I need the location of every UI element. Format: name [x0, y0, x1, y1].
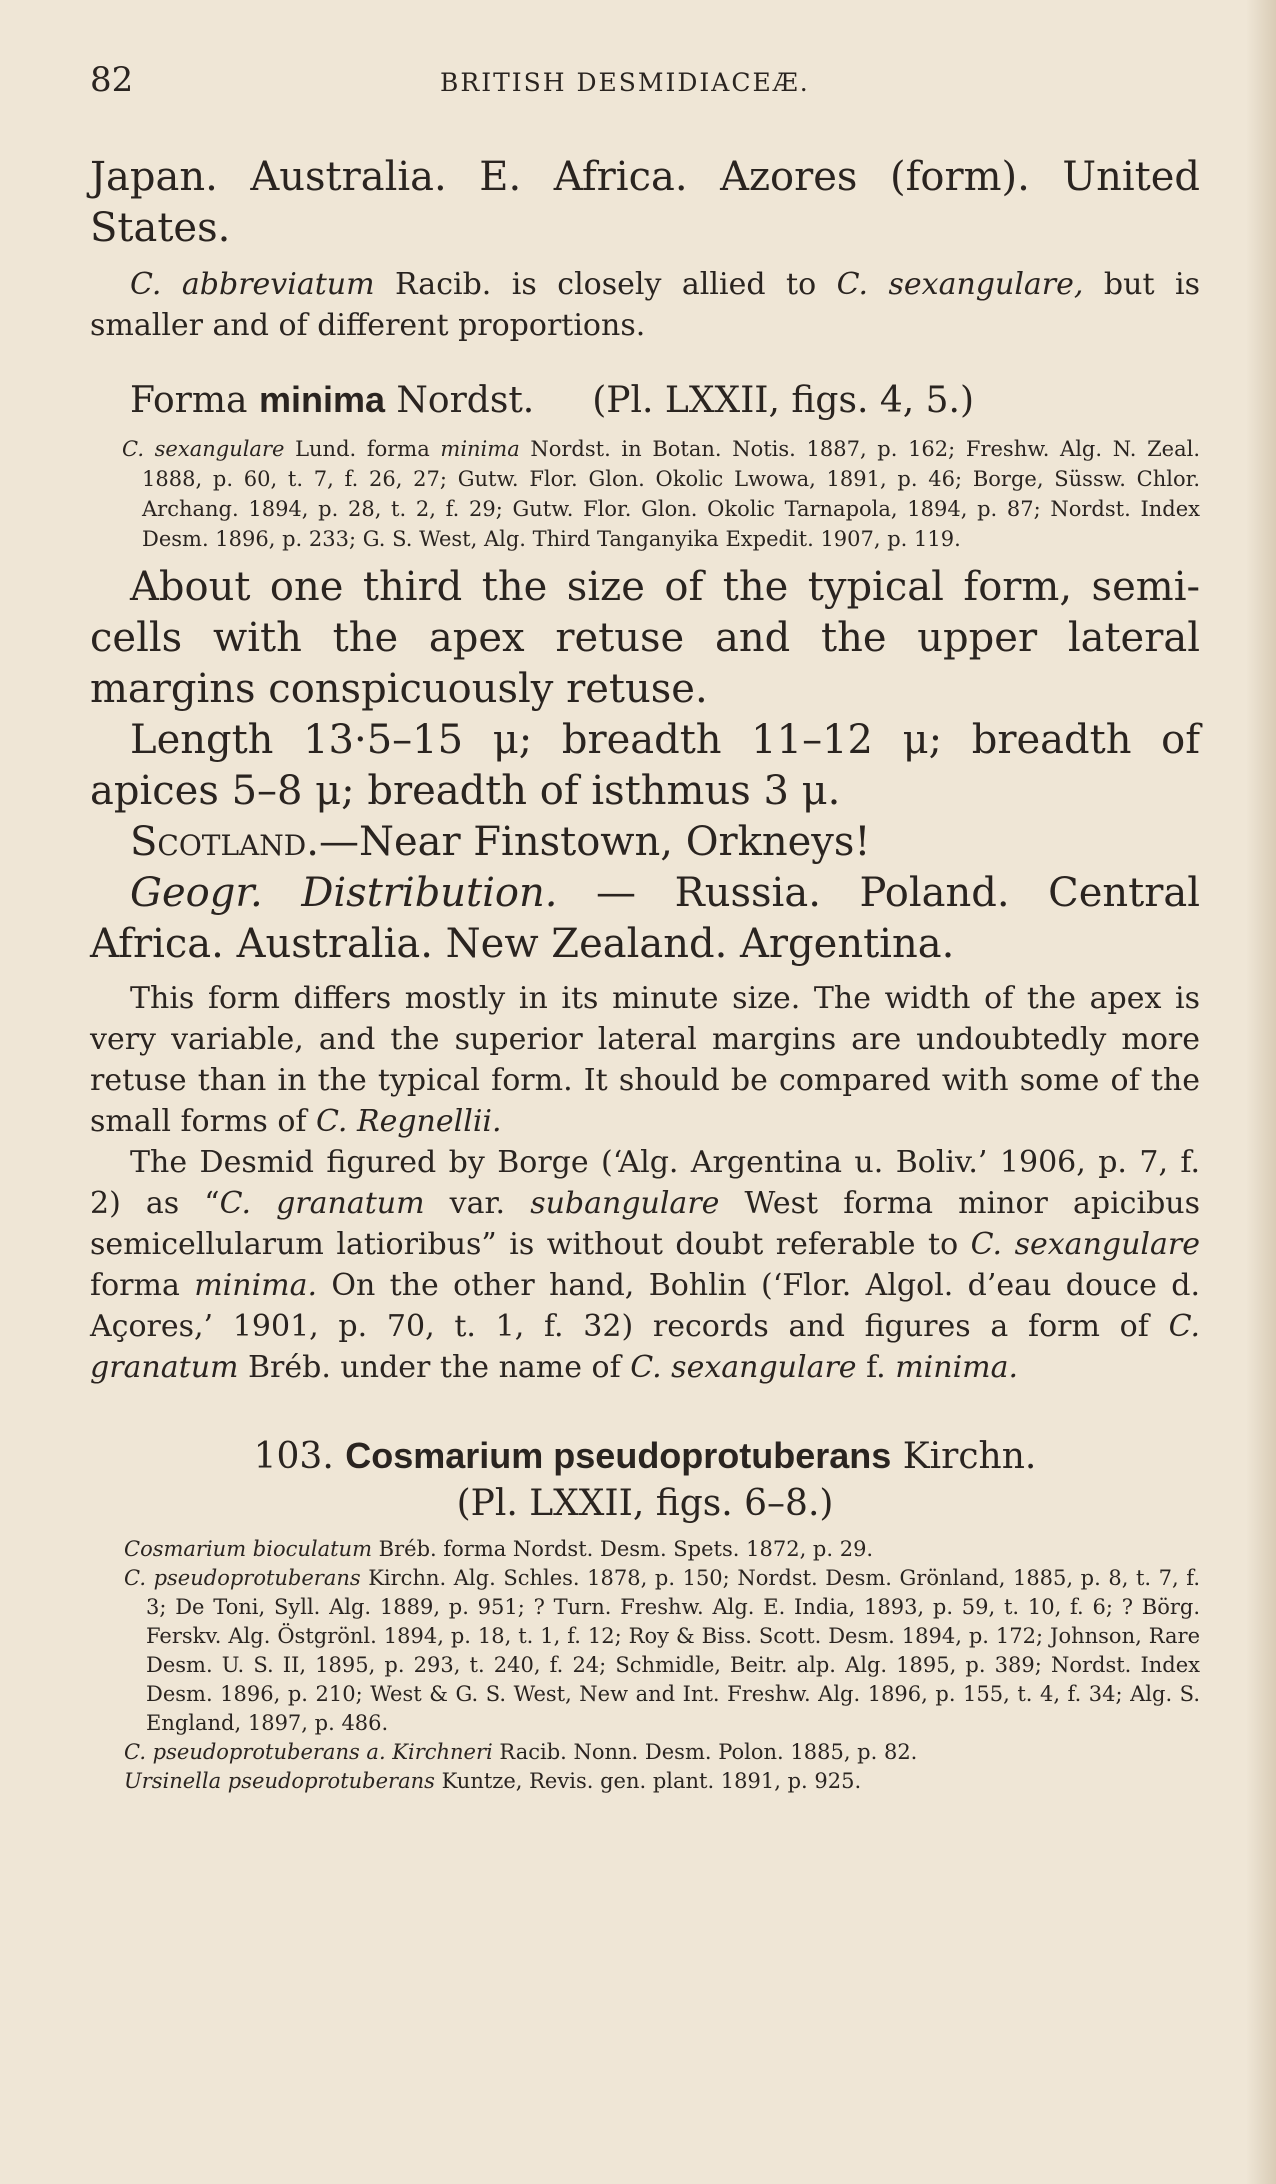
- taxon-name: C. Regnellii.: [316, 1104, 502, 1139]
- distribution-label: Geogr. Distribution.: [130, 870, 558, 916]
- taxon-name: C. granatum: [90, 1309, 1200, 1385]
- taxon-name: C. sexangulare,: [836, 267, 1084, 302]
- synonym-entry: [90, 1738, 1200, 1767]
- forma-heading: [90, 376, 1200, 424]
- taxon-name: C. sexangulare: [970, 1227, 1200, 1262]
- forma-plate-ref: (Pl. LXXII, figs. 4, 5.): [592, 380, 975, 421]
- forma-author: Nordst.: [384, 380, 535, 421]
- synonym-text: Bréb. forma Nordst. Desm. Spets. 1872, p. 29.: [372, 1537, 874, 1561]
- ref-text: Lund. forma: [284, 437, 441, 461]
- running-head: [90, 60, 1210, 110]
- note-text: The Desmid figured by Borge (‘Alg. Argentina u. Boliv.’ 1906, p. 7, f. 2) as “: [90, 1145, 1200, 1221]
- locality-label: Scotland.: [130, 819, 319, 865]
- distribution-continued: Japan. Australia. E. Africa. Azores (form). United States.: [90, 154, 1200, 251]
- taxon-name: C. abbreviatum: [130, 267, 375, 302]
- species-heading: [90, 1432, 1200, 1480]
- species-plate-ref: (Pl. LXXII, figs. 6–8.): [456, 1483, 834, 1524]
- forma-name: minima: [258, 379, 385, 420]
- synonym-entry: [90, 1564, 1200, 1738]
- taxon-name: minima.: [895, 1350, 1019, 1385]
- taxon-name: C. sexangulare: [122, 437, 285, 461]
- synonym-text: Kirchn. Alg. Schles. 1878, p. 150; Nordst. Desm. Grönland, 1885, p. 8, t. 7, f. 3; De Toni, Syll. Alg. 1889, p. 951; ? Turn. Freshw. Alg. E. India, 1893, p. 59, t. 10, f. 6; ? Börg. Ferskv. Alg. Östgrönl. 1894, p. 18, t. 1, f. 12; Roy & Biss. Scott. Desm. 1894, p. 172; Johnson, Rare Desm. U. S. II, 1895, p. 293, t. 240, f. 24; Schmidle, Beitr. alp. Alg. 1895, p. 389; Nordst. Index Desm. 1896, p. 210; West & G. S. West, New and Int. Freshw. Alg. 1896, p. 155, t. 4, f. 34; Alg. S. England, 1897, p. 486.: [146, 1566, 1200, 1735]
- note-text: f.: [856, 1350, 896, 1385]
- synonym-entry: [90, 1767, 1200, 1796]
- species-name: Cosmarium pseudoprotuberans: [345, 1435, 892, 1476]
- running-title: BRITISH DESMIDIACEÆ.: [440, 68, 810, 97]
- page-number: 82: [90, 60, 134, 100]
- species-author: Kirchn.: [891, 1436, 1037, 1477]
- synonym-text: Kuntze, Revis. gen. plant. 1891, p. 925.: [434, 1769, 862, 1793]
- taxon-name: subangulare: [530, 1186, 720, 1221]
- note-text: This form differs mostly in its minute size. The width of the apex is very variable, and the superior lateral margins are undoubtedly more retuse than in the typical form. It should be compared with some of the small forms of: [90, 981, 1200, 1139]
- note-text: var.: [424, 1186, 531, 1221]
- abbreviatum-note: [90, 264, 1200, 346]
- note-text: but is smaller and of different proportions.: [90, 267, 1200, 343]
- taxon-name: Cosmarium bioculatum: [124, 1537, 372, 1561]
- note-text: forma: [90, 1268, 195, 1303]
- locality: [90, 817, 1200, 868]
- note-paragraph: [90, 1142, 1200, 1388]
- forma-label: Forma: [130, 380, 259, 421]
- taxon-name: C. sexangulare: [630, 1350, 857, 1385]
- locality-text: —Near Finstown, Orkneys!: [318, 819, 871, 865]
- taxon-name: minima.: [194, 1268, 318, 1303]
- forma-description: About one third the size of the typical form, semi-cells with the apex retuse and the upper lateral margins conspicuously retuse.: [90, 564, 1200, 712]
- taxon-name: C. pseudoprotuberans: [124, 1566, 361, 1590]
- ref-text: Nordst. in Botan. Notis. 1887, p. 162; Freshw. Alg. N. Zeal. 1888, p. 60, t. 7, f. 26, 27; Gutw. Flor. Glon. Okolic Lwowa, 1891, p. 46; Borge, Süssw. Chlor. Archang. 1894, p. 28, t. 2, f. 29; Gutw. Flor. Glon. Okolic Tarnapola, 1894, p. 87; Nordst. Index Desm. 1896, p. 233; G. S. West, Alg. Third Tanganyika Expedit. 1907, p. 119.: [142, 437, 1200, 551]
- note-text: West forma minor apicibus semicellularum latioribus” is without doubt referable to: [90, 1186, 1200, 1262]
- note-text: On the other hand, Bohlin (‘Flor. Algol. d’eau douce d. Açores,’ 1901, p. 70, t. 1, f. 32) records and figures a form of: [90, 1268, 1200, 1344]
- taxon-name: minima: [440, 437, 520, 461]
- geographic-distribution: [90, 868, 1200, 970]
- synonym-text: Racib. Nonn. Desm. Polon. 1885, p. 82.: [492, 1740, 918, 1764]
- page-body: [90, 152, 1200, 1796]
- note-text: Bréb. under the name of: [238, 1350, 631, 1385]
- note-paragraph: [90, 978, 1200, 1142]
- species-number: 103.: [253, 1436, 334, 1477]
- forma-references: [90, 434, 1200, 554]
- measurements: Length 13·5–15 μ; breadth 11–12 μ; breadth of apices 5–8 μ; breadth of isthmus 3 μ.: [90, 717, 1200, 814]
- distribution-text: — Russia. Poland. Central Africa. Australia. New Zealand. Argentina.: [90, 870, 1201, 967]
- taxon-name: Ursinella pseudoprotuberans: [124, 1769, 435, 1793]
- taxon-name: C. granatum: [219, 1186, 425, 1221]
- taxon-name: C. pseudoprotuberans a. Kirchneri: [124, 1740, 493, 1764]
- page-edge-shadow: [1246, 0, 1276, 2184]
- note-text: Racib. is closely allied to: [374, 267, 837, 302]
- synonym-list: [90, 1535, 1200, 1796]
- synonym-entry: [90, 1535, 1200, 1564]
